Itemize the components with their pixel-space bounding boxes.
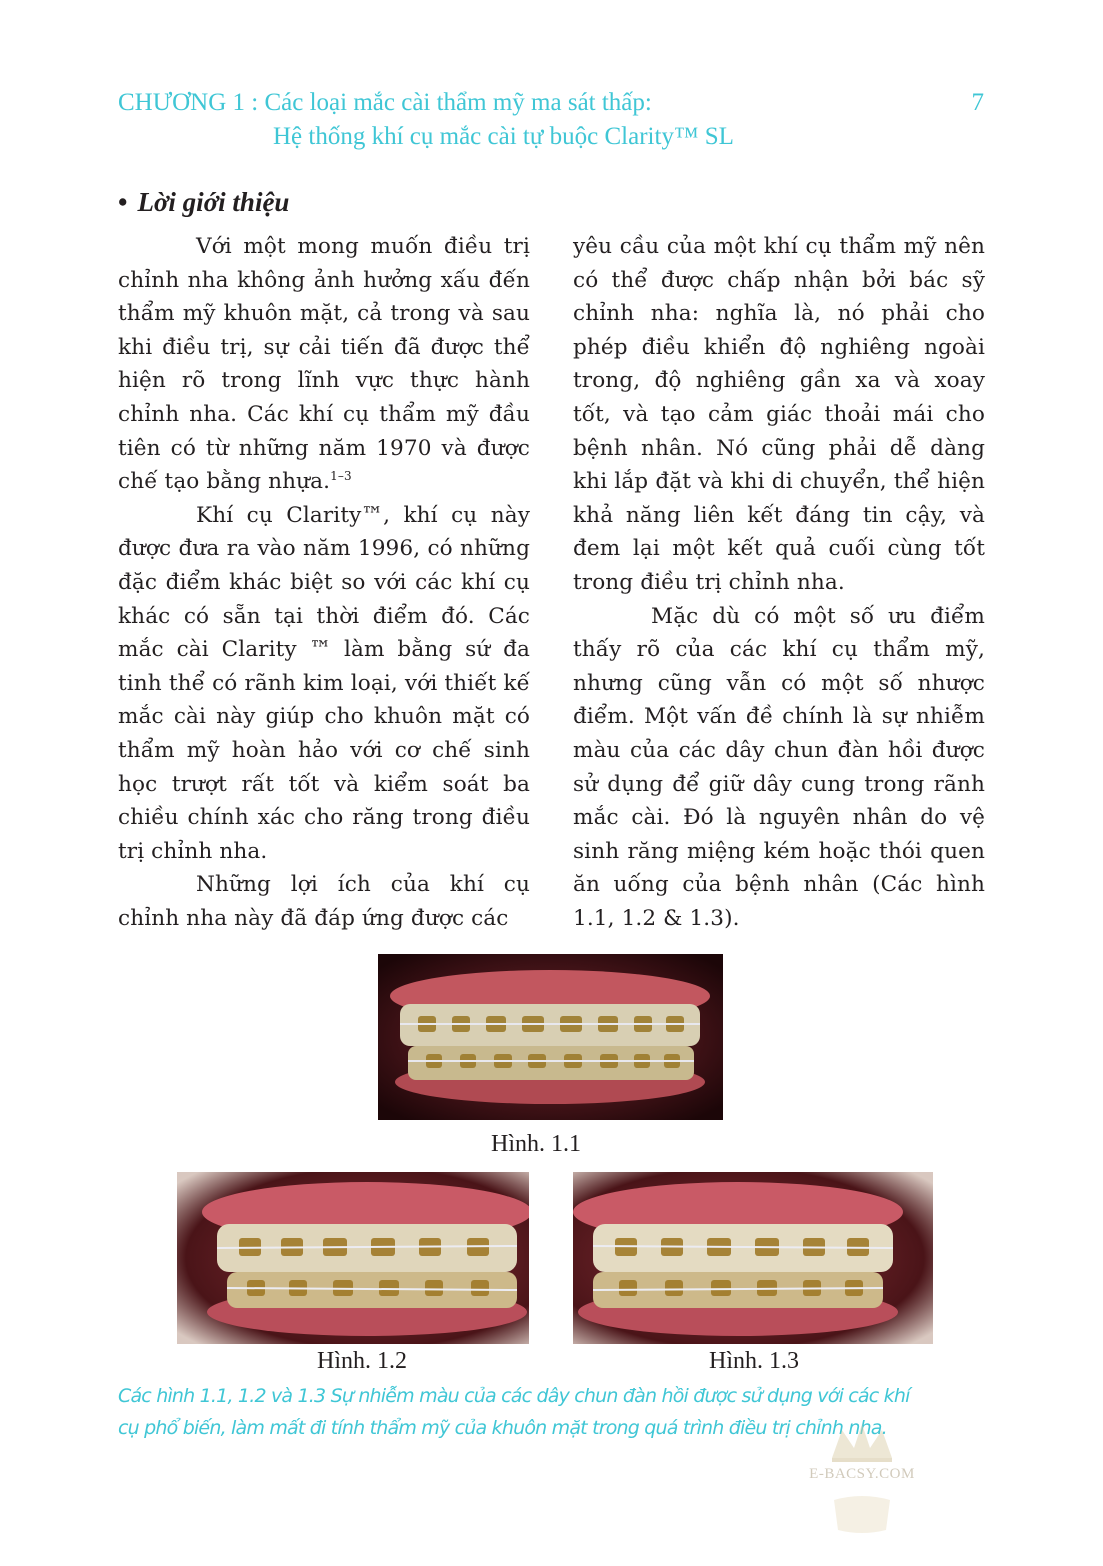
paragraph-drawbacks: Mặc dù có một số ưu điểm thấy rõ của các khí cụ thẩm mỹ, nhưng cũng vẫn có một số nhược điểm. Một vấn đề chính là sự nhiễm màu của các dây chun đàn hồi được sử dụng để giữ dây cung trong rãnh mắc cài. Đó là nguyên nhân do vệ sinh răng miệng kém hoặc thói quen ăn uống của bệnh nhân (Các hình 1.1, 1.2 & 1.3). (573, 603, 985, 931)
bullet-icon: • (118, 187, 128, 217)
left-text-column (118, 230, 530, 935)
caption-line-2: cụ phổ biến, làm mất đi tính thẩm mỹ của khuôn mặt trong quá trình điều trị chỉnh nha. (118, 1417, 887, 1439)
chapter-title-line1: CHƯƠNG 1 : Các loại mắc cài thẩm mỹ ma sát thấp: (118, 89, 652, 116)
paragraph-requirements: yêu cầu của một khí cụ thẩm mỹ nên có thể được chấp nhận bởi bác sỹ chỉnh nha: nghĩa là, nó phải cho phép điều khiển độ nghiêng ngoài trong, độ nghiêng gần xa và xoay tốt, và tạo cảm giác thoải mái cho bệnh nhân. Nó cũng phải dễ dàng khi lắp đặt và khi di chuyển, thể hiện khả năng liên kết đáng tin cậy, và đem lại một kết quả cuối cùng tốt trong điều trị chỉnh nha. (573, 234, 985, 595)
running-header (118, 86, 990, 156)
figure-1-1-photo (378, 954, 723, 1120)
section-title: Lời giới thiệu (137, 187, 290, 217)
page-number: 7 (971, 89, 984, 116)
section-heading (118, 186, 289, 218)
figure-1-2-label: Hình. 1.2 (317, 1348, 407, 1374)
braces-left-side-photo (573, 1172, 933, 1344)
chapter-title-line2: Hệ thống khí cụ mắc cài tự buộc Clarity™ SL (273, 123, 734, 150)
reference-superscript: 1–3 (330, 468, 352, 483)
watermark-text: E-BACSY.COM (809, 1466, 915, 1482)
watermark (792, 1418, 932, 1538)
caption-line-1: Các hình 1.1, 1.2 và 1.3 Sự nhiễm màu của các dây chun đàn hồi được sử dụng với các khí (118, 1385, 910, 1407)
figure-1-3-label: Hình. 1.3 (709, 1348, 799, 1374)
paragraph-intro-text: Với một mong muốn điều trị chỉnh nha không ảnh hưởng xấu đến thẩm mỹ khuôn mặt, cả trong và sau khi điều trị, sự cải tiến đã được thể hiện rõ trong lĩnh vực thực hành chỉnh nha. Các khí cụ thẩm mỹ đầu tiên có từ những năm 1970 và được chế tạo bằng nhựa. (118, 234, 530, 495)
right-text-column (573, 230, 985, 935)
paragraph-clarity: Khí cụ Clarity™, khí cụ này được đưa ra vào năm 1996, có những đặc điểm khác biệt so với các khí cụ khác có sẵn tại thời điểm đó. Các mắc cài Clarity ™ làm bằng sứ đa tinh thể có rãnh kim loại, với thiết kế mắc cài này giúp cho khuôn mặt có thẩm mỹ hoàn hảo với cơ chế sinh học trượt rất tốt và kiểm soát ba chiều chính xác cho răng trong điều trị chỉnh nha. (118, 502, 530, 864)
figure-1-3-photo (573, 1172, 933, 1344)
figure-1-2-photo (177, 1172, 529, 1344)
figure-1-1-label: Hình. 1.1 (491, 1131, 581, 1157)
paragraph-intro (118, 230, 530, 499)
braces-right-side-photo (177, 1172, 529, 1344)
paragraph-benefits: Những lợi ích của khí cụ chỉnh nha này đã đáp ứng được các (118, 872, 530, 931)
braces-front-photo (378, 954, 723, 1120)
